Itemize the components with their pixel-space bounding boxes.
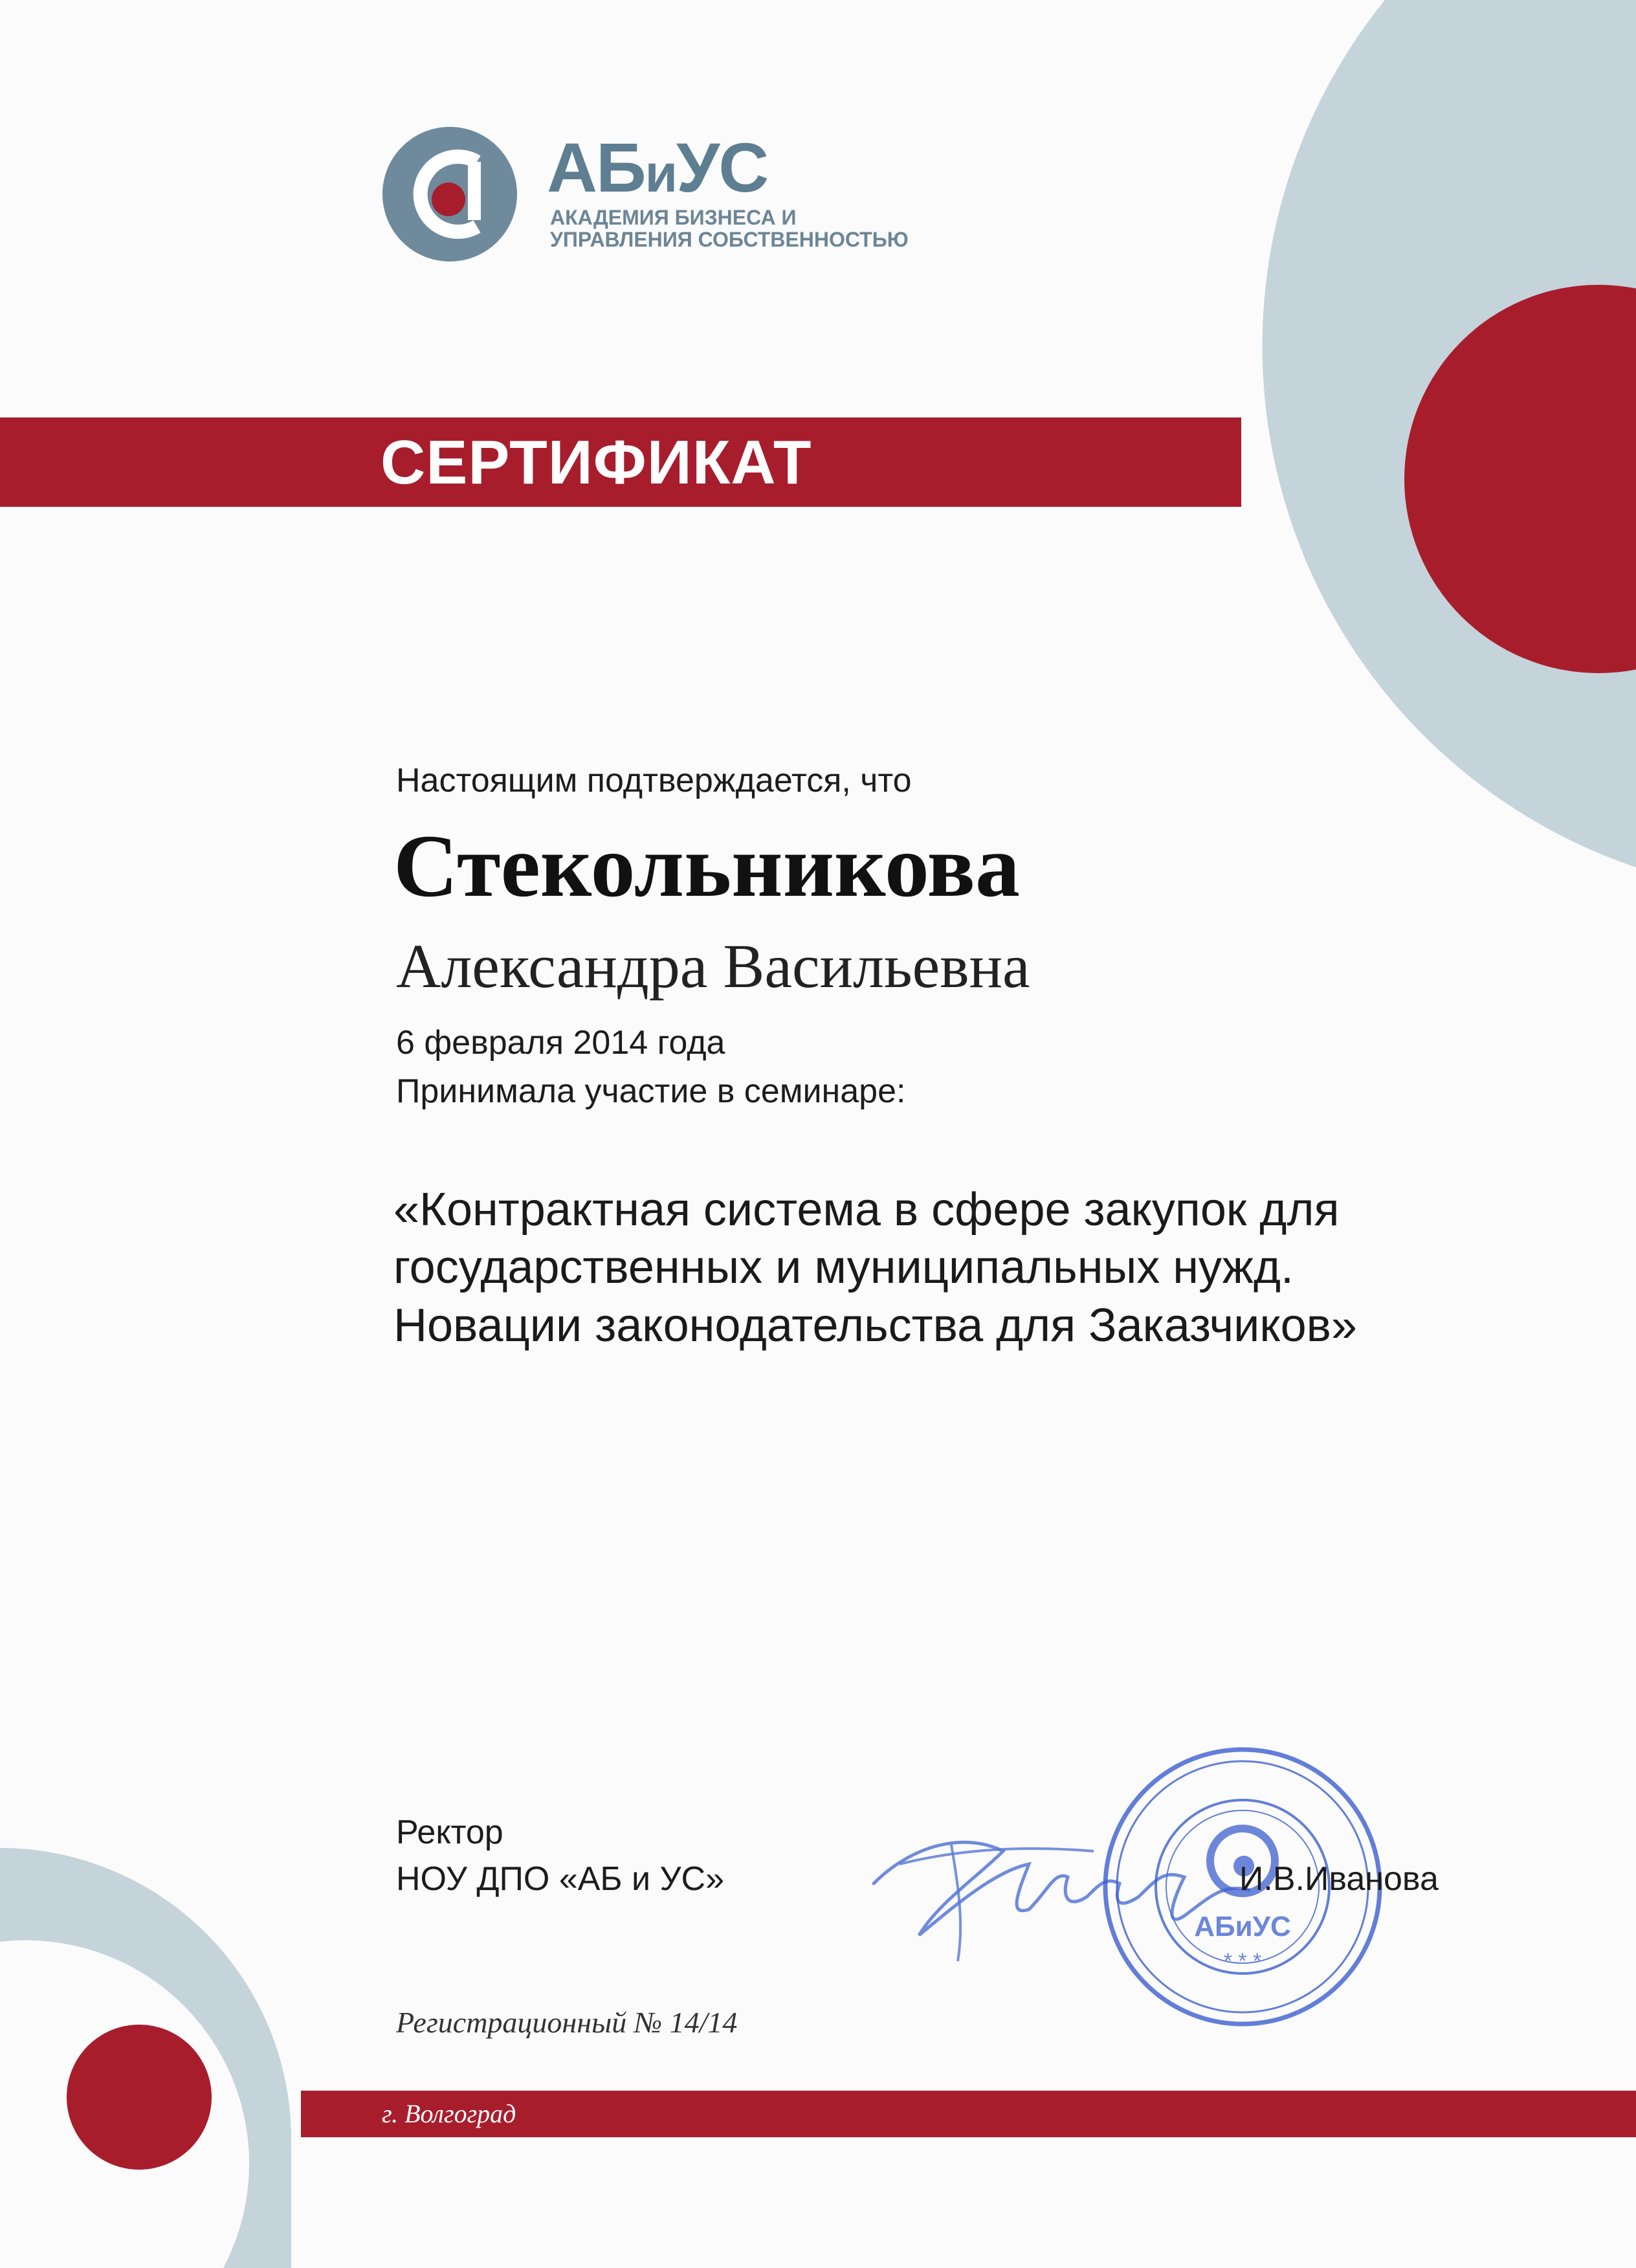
certificate-title: СЕРТИФИКАТ bbox=[381, 428, 812, 497]
brand-subtitle-line2: УПРАВЛЕНИЯ СОБСТВЕННОСТЬЮ bbox=[550, 227, 909, 251]
event-date: 6 февраля 2014 года bbox=[396, 1024, 725, 1062]
stamp-center-text: АБиУС bbox=[1194, 1911, 1291, 1942]
recipient-surname: Стекольникова bbox=[393, 816, 1020, 915]
signer-position: Ректор bbox=[396, 1814, 503, 1851]
brand-name: АБиУС bbox=[547, 128, 768, 206]
recipient-given-names: Александра Васильевна bbox=[396, 931, 1030, 1001]
seminar-title: «Контрактная система в сфере закупок для государственных и муниципальных нужд. Новации законодательства для Заказчиков» bbox=[393, 1184, 1357, 1351]
bottom-left-red-disc bbox=[67, 2025, 212, 2170]
brand-subtitle-line1: АКАДЕМИЯ БИЗНЕСА И bbox=[550, 206, 797, 229]
registration-number: Регистрационный № 14/14 bbox=[396, 2006, 738, 2039]
signer-name: И.В.Иванова bbox=[1239, 1860, 1439, 1898]
abius-logo-icon bbox=[379, 123, 521, 265]
intro-text: Настоящим подтверждается, что bbox=[396, 762, 912, 799]
brand-subtitle bbox=[550, 207, 909, 250]
participation-text: Принимала участие в семинаре: bbox=[396, 1073, 906, 1110]
svg-text:* * *: * * * bbox=[1223, 1949, 1262, 1973]
signer-organization: НОУ ДПО «АБ и УС» bbox=[396, 1860, 724, 1898]
city-label: г. Волгоград bbox=[382, 2099, 516, 2128]
